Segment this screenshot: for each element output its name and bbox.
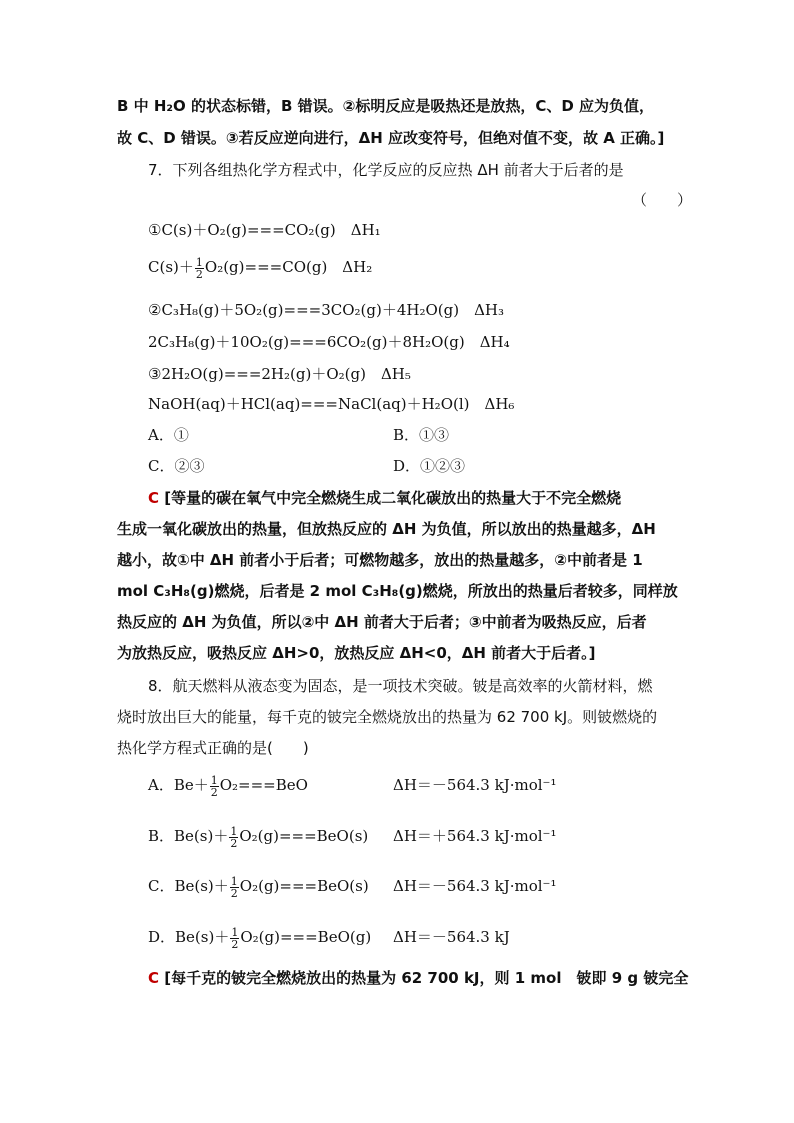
q8-option-b-left: B．Be(s)＋ (148, 827, 229, 845)
q8-option-c-right: O₂(g)===BeO(s) (239, 877, 369, 895)
q7-explanation-6: 为放热反应，吸热反应 ΔH>0，放热反应 ΔH<0，ΔH 前者大于后者。] (117, 644, 596, 662)
q8-explanation-1-text: [每千克的铍完全燃烧放出的热量为 62 700 kJ，则 1 mol 铍即 9 g 铍完全 (164, 969, 689, 987)
q8-option-a (148, 770, 308, 800)
q7-explanation-2: 生成一氧化碳放出的热量，但放热反应的 ΔH 为负值，所以放出的热量越多，ΔH (117, 520, 656, 538)
q7-explanation-3: 越小，故①中 ΔH 前者小于后者；可燃物越多，放出的热量越多，②中前者是 1 (117, 551, 643, 569)
q8-stem-1: 8．航天燃料从液态变为固态，是一项技术突破。铍是高效率的火箭材料，燃 (148, 677, 653, 695)
q7-eq2-right: O₂(g)===CO(g) ΔH₂ (204, 258, 373, 276)
q7-eq6: NaOH(aq)＋HCl(aq)===NaCl(aq)＋H₂O(l) ΔH₆ (148, 395, 515, 413)
q7-option-d: D．①②③ (393, 457, 466, 475)
fraction-numerator: 1 (230, 874, 238, 888)
fraction-denominator: 2 (195, 267, 203, 281)
fraction-denominator: 2 (210, 785, 218, 799)
q8-answer-letter: C (148, 969, 160, 987)
q8-option-a-right: O₂===BeO (219, 776, 308, 794)
q8-option-d-right: O₂(g)===BeO(g) (240, 928, 372, 946)
q8-option-d-left: D．Be(s)＋ (148, 928, 230, 946)
q7-eq2-left: C(s)＋ (148, 258, 194, 276)
q7-option-a: A．① (148, 426, 189, 444)
q8-option-d-fraction (230, 927, 239, 950)
q8-option-c-left: C．Be(s)＋ (148, 877, 229, 895)
q7-eq2-fraction (195, 257, 204, 280)
q7-answer-paren: （ ） (632, 191, 693, 209)
q7-option-b: B．①③ (393, 426, 450, 444)
q8-option-b-right: O₂(g)===BeO(s) (239, 827, 369, 845)
q8-option-d-dh: ΔH＝－564.3 kJ (393, 928, 510, 946)
fraction-numerator: 1 (195, 255, 203, 269)
fraction-numerator: 1 (210, 773, 218, 787)
q8-explanation-1 (148, 968, 688, 988)
q7-stem: 7．下列各组热化学方程式中，化学反应的反应热 ΔH 前者大于后者的是 (148, 161, 624, 179)
fraction-numerator: 1 (231, 925, 239, 939)
q7-eq3: ②C₃H₈(g)＋5O₂(g)===3CO₂(g)＋4H₂O(g) ΔH₃ (148, 301, 505, 319)
q7-explanation-1-text: [等量的碳在氧气中完全燃烧生成二氧化碳放出的热量大于不完全燃烧 (164, 489, 622, 507)
q8-option-c-fraction (230, 876, 239, 899)
q7-eq2 (148, 252, 372, 282)
q7-eq1: ①C(s)＋O₂(g)===CO₂(g) ΔH₁ (148, 221, 381, 239)
q7-eq4: 2C₃H₈(g)＋10O₂(g)===6CO₂(g)＋8H₂O(g) ΔH₄ (148, 333, 510, 351)
q7-answer-letter: C (148, 489, 160, 507)
q8-option-b-fraction (229, 826, 238, 849)
q7-explanation-1 (148, 488, 621, 508)
q7-explanation-4: mol C₃H₈(g)燃烧，后者是 2 mol C₃H₈(g)燃烧，所放出的热量后者较多，同样放 (117, 582, 678, 600)
q8-option-b (148, 821, 368, 851)
intro-line-1: B 中 H₂O 的状态标错，B 错误。②标明反应是吸热还是放热，C、D 应为负值， (117, 97, 655, 115)
q8-stem-3: 热化学方程式正确的是( ) (117, 739, 309, 757)
q7-explanation-5: 热反应的 ΔH 为负值，所以②中 ΔH 前者大于后者；③中前者为吸热反应，后者 (117, 613, 647, 631)
q8-option-d (148, 922, 371, 952)
q8-option-b-dh: ΔH＝＋564.3 kJ·mol⁻¹ (393, 827, 557, 845)
intro-line-2: 故 C、D 错误。③若反应逆向进行，ΔH 应改变符号，但绝对值不变，故 A 正确。] (117, 129, 665, 147)
q7-eq5: ③2H₂O(g)===2H₂(g)＋O₂(g) ΔH₅ (148, 365, 411, 383)
q8-option-a-fraction (210, 775, 219, 798)
fraction-denominator: 2 (230, 836, 238, 850)
fraction-denominator: 2 (230, 886, 238, 900)
q8-option-a-left: A．Be＋ (148, 776, 209, 794)
q8-option-c-dh: ΔH＝－564.3 kJ·mol⁻¹ (393, 877, 557, 895)
q8-stem-2: 烧时放出巨大的能量，每千克的铍完全燃烧放出的热量为 62 700 kJ。则铍燃烧的 (117, 708, 658, 726)
q8-option-c (148, 871, 369, 901)
fraction-numerator: 1 (230, 824, 238, 838)
q7-option-c: C．②③ (148, 457, 205, 475)
fraction-denominator: 2 (231, 937, 239, 951)
q8-option-a-dh: ΔH＝－564.3 kJ·mol⁻¹ (393, 776, 557, 794)
